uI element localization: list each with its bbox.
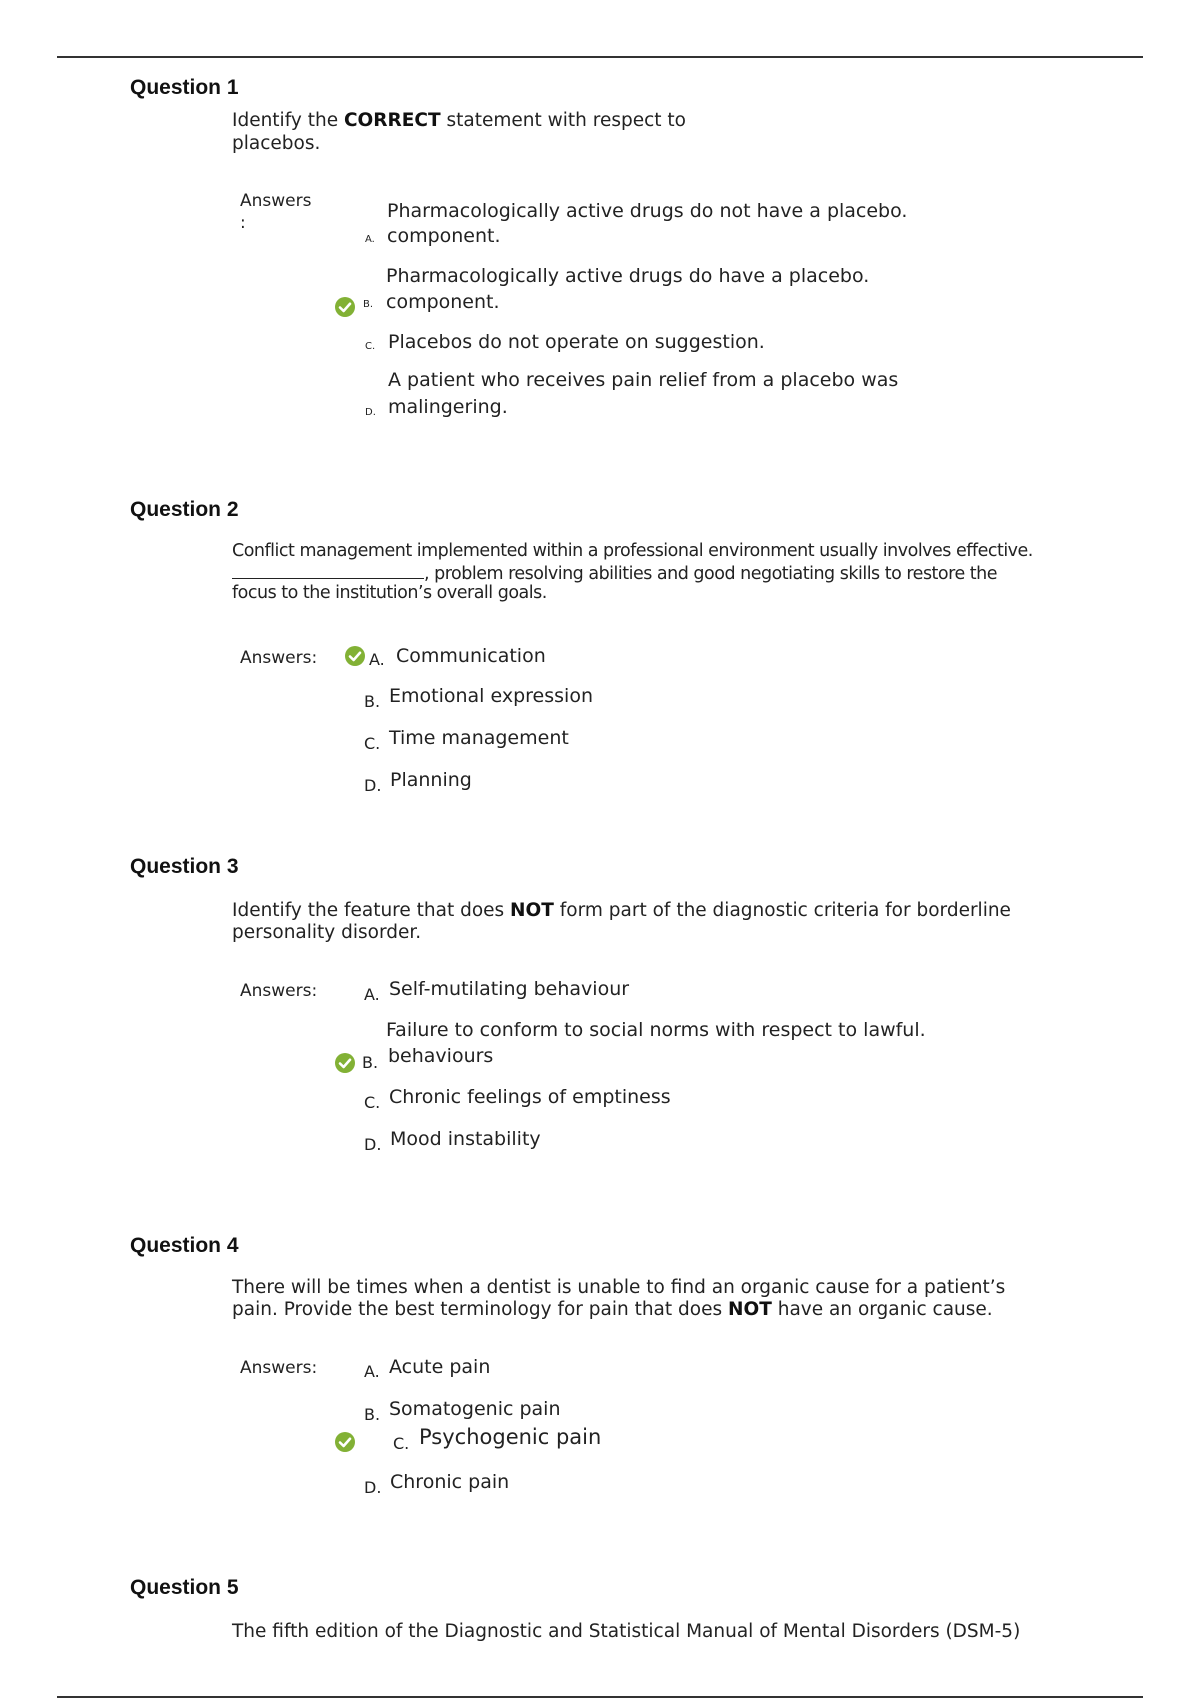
question-3-answers-label: Answers: <box>240 981 318 1001</box>
answer-blank <box>232 562 424 579</box>
question-1-answers-label: Answers : <box>240 191 312 233</box>
question-4-title: Question 4 <box>130 1234 239 1257</box>
question-3-text: Identify the feature that does NOT form part of the diagnostic criteria for borderline personality disorder. <box>232 900 1011 943</box>
check-circle-icon <box>335 1432 355 1452</box>
question-1-title: Question 1 <box>130 76 239 99</box>
question-5-title: Question 5 <box>130 1576 239 1599</box>
question-4-text: There will be times when a dentist is unable to find an organic cause for a patient’s pain. Provide the best terminology for pain that does NOT have an organic cause. <box>232 1277 1006 1320</box>
check-circle-icon <box>335 297 355 317</box>
question-4-answers-label: Answers: <box>240 1358 318 1378</box>
bottom-rule <box>57 1696 1143 1698</box>
top-rule <box>57 56 1143 58</box>
question-2-text: Conflict management implemented within a professional environment usually involves effective. , problem resolving abilities and good negotiating skills to restore the focus to the institution’s overall goals. <box>232 541 1033 603</box>
check-circle-icon <box>335 1053 355 1073</box>
question-5-text: The fifth edition of the Diagnostic and Statistical Manual of Mental Disorders (DSM-5) <box>232 1621 1021 1642</box>
question-3-title: Question 3 <box>130 855 239 878</box>
question-2-answers-label: Answers: <box>240 648 318 668</box>
question-1-text: Identify the CORRECT statement with respect to placebos. <box>232 110 686 154</box>
question-2-title: Question 2 <box>130 498 239 521</box>
check-circle-icon <box>345 646 365 666</box>
